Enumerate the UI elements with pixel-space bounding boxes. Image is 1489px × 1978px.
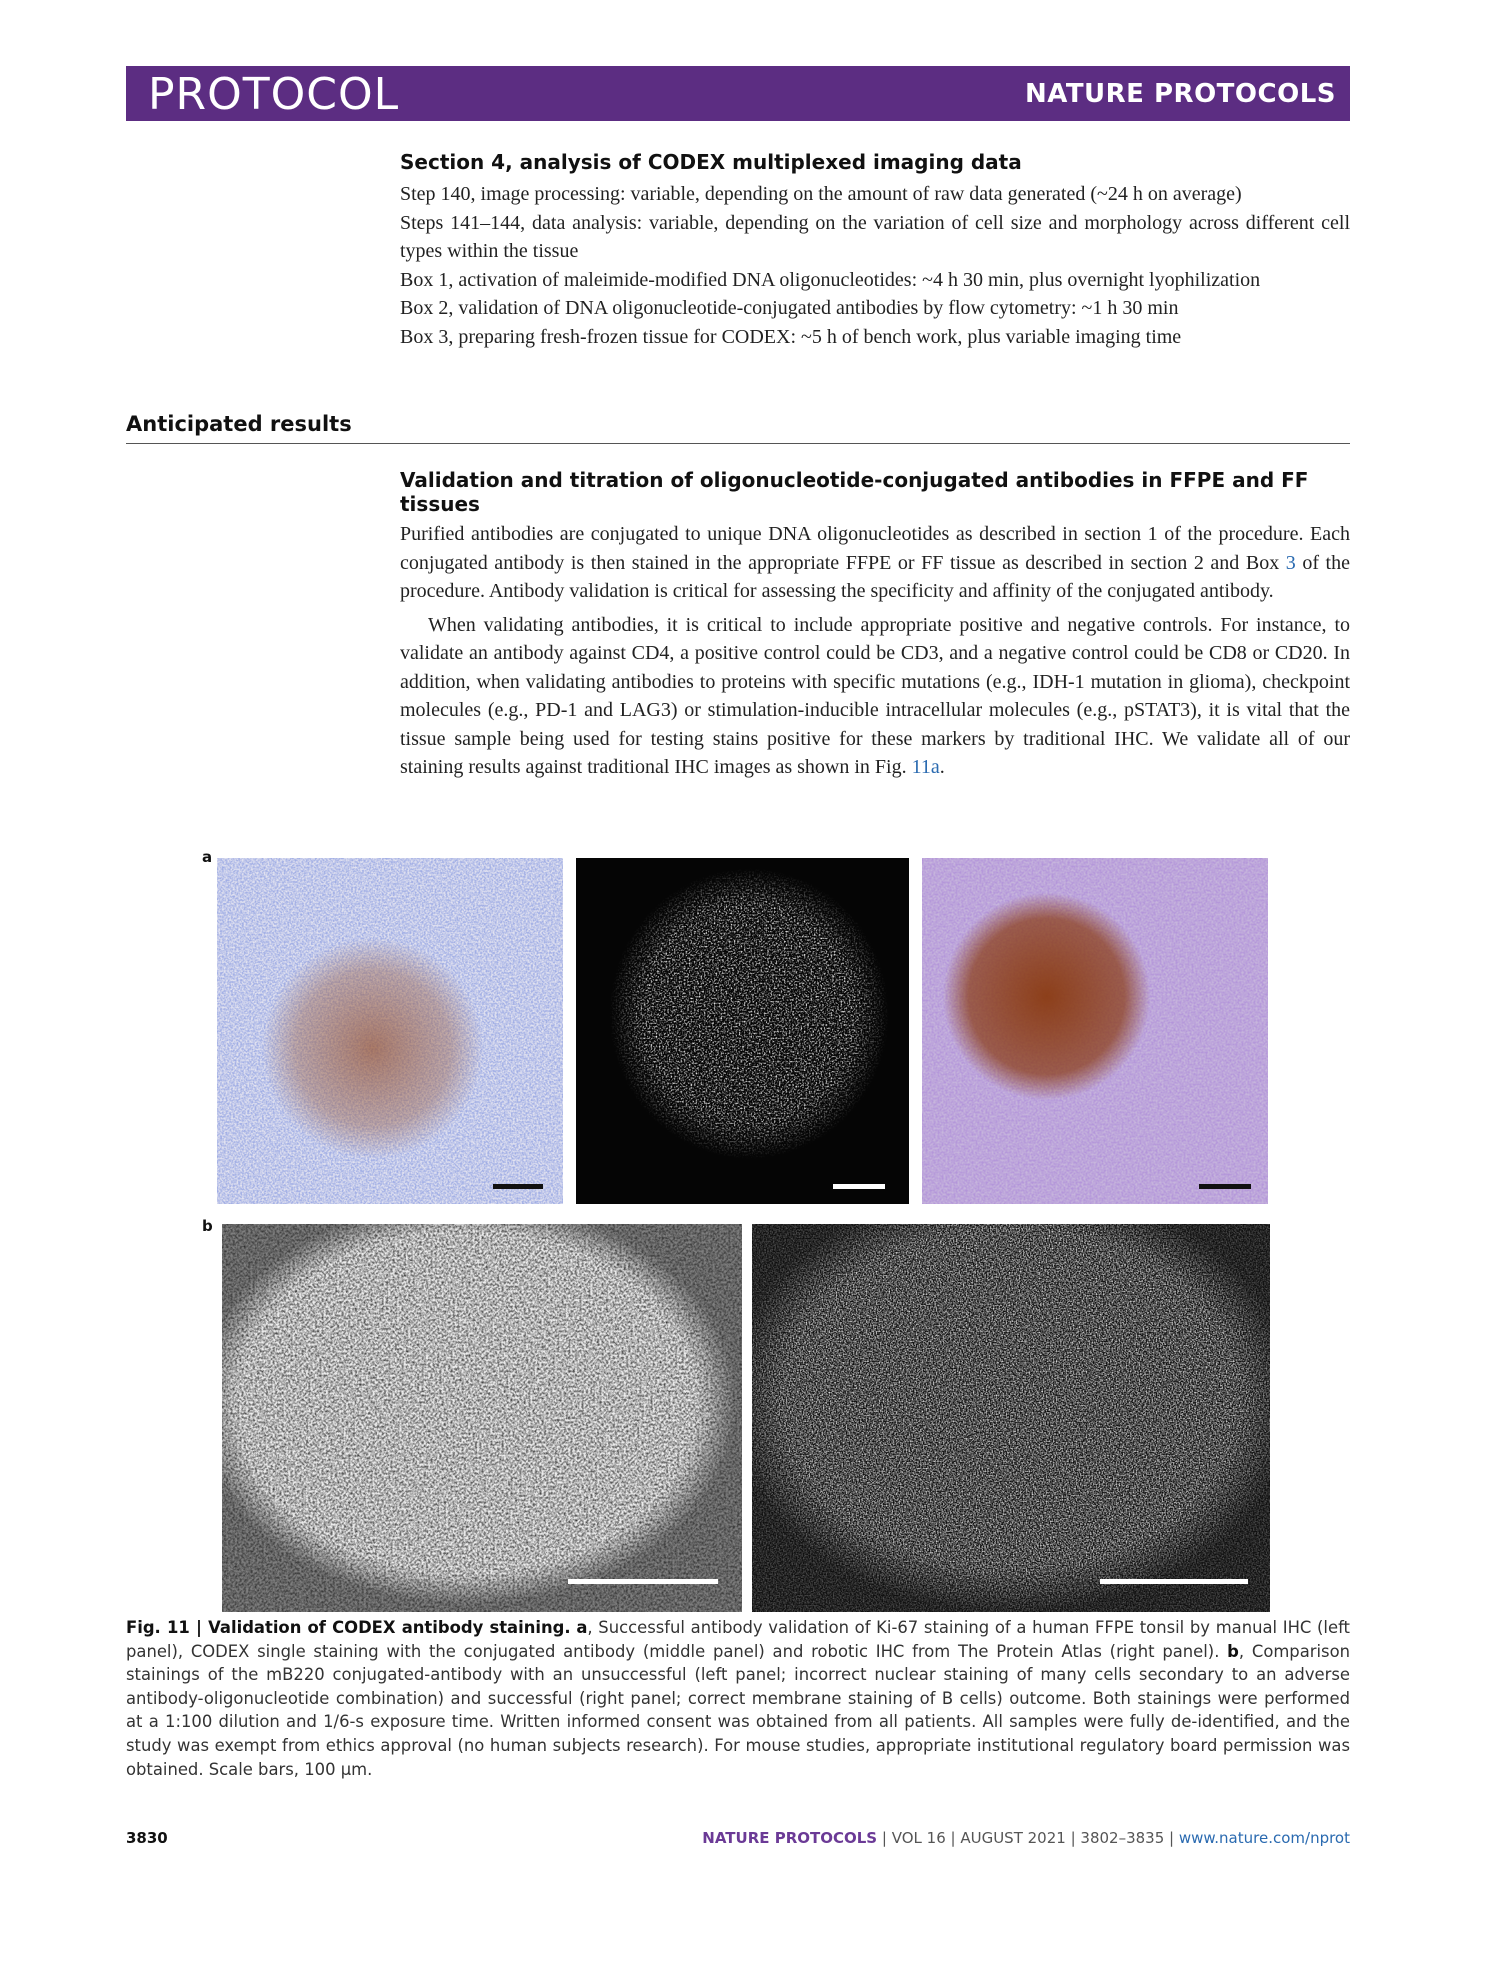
panel-label-b: b xyxy=(202,1217,213,1235)
paragraph-text: Purified antibodies are conjugated to unique DNA oligonucleotides as described in section 1 of the procedure. Each conjugated antibody is then stained in the appropriate FFPE or FF tissue as described in section 2 and Box xyxy=(400,523,1350,574)
micrograph-protein-atlas-ihc xyxy=(922,858,1268,1204)
paragraph xyxy=(400,611,1350,782)
caption-text: , Comparison stainings of the mB220 conjugated-antibody with an unsuccessful (left panel; incorrect nuclear staining of many cells secondary to an adverse antibody-oligonucleotide combination) and successful (right panel; correct membrane staining of B cells) outcome. Both stainings were performed at a 1:100 dilution and 1/6-s exposure time. Written informed consent was obtained from all patients. All samples were fully de-identified, and the study was exempt from ethics approval (no human subjects research). For mouse studies, appropriate institutional regulatory board permission was obtained. Scale bars, 100 μm. xyxy=(126,1641,1351,1779)
caption-text: , Successful antibody validation of Ki-67 staining of a human FFPE tonsil by manual IHC (left panel), CODEX single staining with the conjugated antibody (middle panel) and robotic IHC from The Protein Atlas (right panel). xyxy=(126,1618,1350,1661)
journal-url-link[interactable]: www.nature.com/nprot xyxy=(1178,1829,1350,1847)
timing-line: Box 3, preparing fresh-frozen tissue for CODEX: ~5 h of bench work, plus variable imaging time xyxy=(400,325,1182,348)
panel-label-a: a xyxy=(202,848,213,866)
anticipated-results-heading: Anticipated results xyxy=(126,412,352,436)
micrograph-mb220-unsuccessful xyxy=(222,1224,742,1612)
paragraph-text: When validating antibodies, it is critical to include appropriate positive and negative controls. For instance, to validate an antibody against CD4, a positive control could be CD3, and a negative control could be CD8 or CD20. In addition, when validating antibodies to proteins with specific mutations (e.g., IDH-1 mutation in glioma), checkpoint molecules (e.g., PD-1 and LAG3) or stimulation-inducible intracellular molecules (e.g., pSTAT3), it is vital that the tissue sample being used for testing stains positive for these markers by traditional IHC. We validate all of our staining results against traditional IHC images as shown in Fig. xyxy=(400,613,1350,778)
timing-section xyxy=(400,150,1350,351)
paragraph-text: of the procedure. Antibody validation is critical for assessing the specificity and affinity of the conjugated antibody. xyxy=(400,551,1350,602)
footer-separator: | xyxy=(945,1829,961,1847)
caption-panel-a-label: a xyxy=(576,1618,588,1637)
fig-11a-link[interactable]: 11a xyxy=(911,756,940,778)
timing-heading: Section 4, analysis of CODEX multiplexed imaging data xyxy=(400,150,1022,174)
scale-bar xyxy=(1199,1184,1251,1189)
micrograph-mb220-successful xyxy=(752,1224,1270,1612)
micrograph-manual-ihc xyxy=(217,858,563,1204)
footer-journal: NATURE PROTOCOLS xyxy=(702,1829,878,1847)
paragraph-text: . xyxy=(939,756,945,778)
caption-title: Fig. 11 | Validation of CODEX antibody staining. xyxy=(126,1618,571,1637)
box-3-link[interactable]: 3 xyxy=(1285,551,1296,574)
paragraph xyxy=(400,520,1350,606)
footer-volume: VOL 16 xyxy=(891,1829,946,1847)
footer-date: AUGUST 2021 xyxy=(960,1829,1066,1847)
page-number: 3830 xyxy=(126,1829,168,1847)
journal-name-header: NATURE PROTOCOLS xyxy=(1024,79,1336,109)
figure-caption xyxy=(126,1616,1350,1781)
subsection-heading: Validation and titration of oligonucleotide-conjugated antibodies in FFPE and FF tissues xyxy=(400,468,1309,516)
scale-bar xyxy=(568,1579,718,1584)
timing-line: Step 140, image processing: variable, depending on the amount of raw data generated (~24 h on average) xyxy=(400,183,1242,205)
anticipated-section xyxy=(400,468,1350,782)
footer-separator: | xyxy=(1065,1829,1081,1847)
section-type-label: PROTOCOL xyxy=(148,69,400,120)
scale-bar xyxy=(833,1184,885,1189)
footer-separator: | xyxy=(1164,1829,1179,1847)
timing-line: Box 1, activation of maleimide-modified DNA oligonucleotides: ~4 h 30 min, plus overnight lyophilization xyxy=(400,268,1261,291)
timing-line: Box 2, validation of DNA oligonucleotide-conjugated antibodies by flow cytometry: ~1 h 30 min xyxy=(400,297,1179,319)
timing-line: Steps 141–144, data analysis: variable, depending on the variation of cell size and morphology across different cell types within the tissue xyxy=(400,211,1350,262)
scale-bar xyxy=(1100,1579,1248,1584)
section-divider xyxy=(126,443,1350,444)
footer-citation xyxy=(702,1829,1350,1847)
header-bar xyxy=(126,66,1350,121)
footer-separator: | xyxy=(877,1829,892,1847)
footer-pages: 3802–3835 xyxy=(1080,1829,1165,1847)
scale-bar xyxy=(493,1184,543,1189)
micrograph-codex-single-stain xyxy=(576,858,909,1204)
caption-panel-b-label: b xyxy=(1227,1641,1239,1661)
